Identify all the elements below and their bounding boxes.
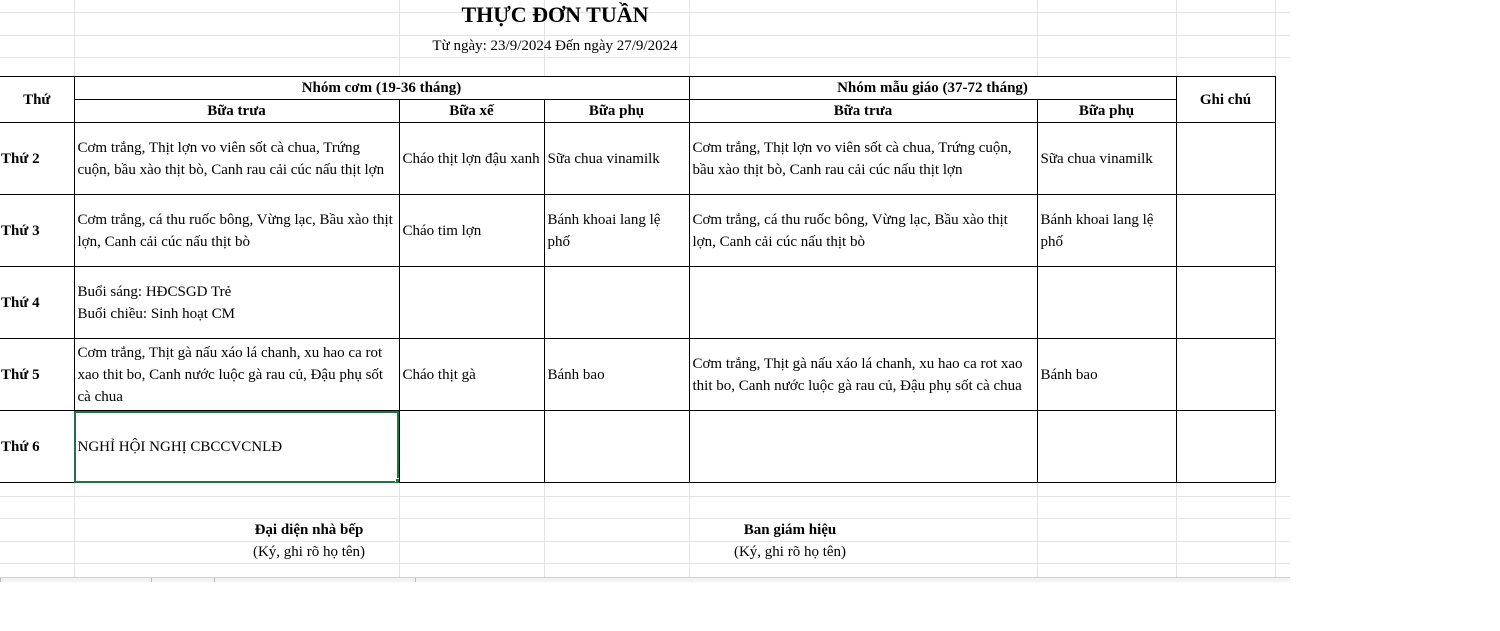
kitchen-role-label: Đại diện nhà bếp xyxy=(254,522,364,538)
young-lunch-cell[interactable]: Cơm trắng, cá thu ruốc bông, Vừng lạc, Bầu xào thịt lợn, Canh cải cúc nấu thịt bò xyxy=(74,195,399,267)
sub-header-young-snack[interactable]: Bữa phụ xyxy=(544,100,689,123)
weekly-menu-table xyxy=(0,76,1276,483)
day-cell[interactable]: Thứ 6 xyxy=(0,411,74,483)
notes-column-header[interactable]: Ghi chú xyxy=(1176,77,1275,123)
note-cell[interactable] xyxy=(1176,123,1275,195)
board-signature-block xyxy=(545,519,1035,563)
morning-activity-line: Buổi sáng: HĐCSGD Trẻ xyxy=(77,283,232,300)
young-lunch-cell[interactable] xyxy=(74,267,399,339)
kinder-snack-cell[interactable] xyxy=(1037,267,1176,339)
day-cell[interactable]: Thứ 5 xyxy=(0,339,74,411)
table-row-wednesday xyxy=(0,267,1275,339)
board-role-label: Ban giám hiệu xyxy=(743,522,837,538)
sub-header-young-lunch[interactable]: Bữa trưa xyxy=(74,100,399,123)
kitchen-sign-hint: (Ký, ghi rõ họ tên) xyxy=(252,544,366,560)
cell-text: NGHỈ HỘI NGHỊ CBCCVCNLĐ xyxy=(77,438,283,455)
young-afternoon-cell[interactable]: Cháo thịt lợn đậu xanh xyxy=(399,123,544,195)
table-row-thursday xyxy=(0,339,1275,411)
date-range: Từ ngày: 23/9/2024 Đến ngày 27/9/2024 xyxy=(432,38,678,54)
young-snack-cell[interactable]: Bánh bao xyxy=(544,339,689,411)
young-lunch-cell-selected[interactable] xyxy=(74,411,399,483)
kinder-lunch-cell[interactable] xyxy=(689,411,1037,483)
table-row-friday xyxy=(0,411,1275,483)
sub-header-kinder-lunch[interactable]: Bữa trưa xyxy=(689,100,1037,123)
young-afternoon-cell[interactable] xyxy=(399,411,544,483)
young-snack-cell[interactable]: Sữa chua vinamilk xyxy=(544,123,689,195)
day-cell[interactable]: Thứ 4 xyxy=(0,267,74,339)
sheet-tab[interactable] xyxy=(214,578,416,582)
group-header-kindergarten[interactable]: Nhóm mẫu giáo (37-72 tháng) xyxy=(689,77,1176,100)
note-cell[interactable] xyxy=(1176,267,1275,339)
kinder-lunch-cell[interactable]: Cơm trắng, cá thu ruốc bông, Vừng lạc, Bầu xào thịt lợn, Canh cải cúc nấu thịt bò xyxy=(689,195,1037,267)
note-cell[interactable] xyxy=(1176,411,1275,483)
young-snack-cell[interactable] xyxy=(544,267,689,339)
table-row-tuesday xyxy=(0,195,1275,267)
young-snack-cell[interactable] xyxy=(544,411,689,483)
kinder-snack-cell[interactable]: Bánh khoai lang lệ phố xyxy=(1037,195,1176,267)
sheet-tab[interactable] xyxy=(0,578,152,582)
young-afternoon-cell[interactable]: Cháo tim lợn xyxy=(399,195,544,267)
kinder-lunch-cell[interactable] xyxy=(689,267,1037,339)
note-cell[interactable] xyxy=(1176,195,1275,267)
young-lunch-cell[interactable]: Cơm trắng, Thịt lợn vo viên sốt cà chua, Trứng cuộn, bầu xào thịt bò, Canh rau cải cúc nấu thịt lợn xyxy=(74,123,399,195)
afternoon-activity-line: Buổi chiều: Sinh hoạt CM xyxy=(77,305,235,322)
kinder-snack-cell[interactable] xyxy=(1037,411,1176,483)
young-lunch-cell[interactable]: Cơm trắng, Thịt gà nấu xáo lá chanh, xu hao ca rot xao thit bo, Canh nước luộc gà rau củ, Đậu phụ sốt cà chua xyxy=(74,339,399,411)
day-column-header[interactable]: Thứ xyxy=(0,77,74,123)
young-snack-cell[interactable]: Bánh khoai lang lệ phố xyxy=(544,195,689,267)
kinder-lunch-cell[interactable]: Cơm trắng, Thịt lợn vo viên sốt cà chua, Trứng cuộn, bầu xào thịt bò, Canh rau cải cúc nấu thịt lợn xyxy=(689,123,1037,195)
sub-header-young-afternoon[interactable]: Bữa xế xyxy=(399,100,544,123)
kinder-lunch-cell[interactable]: Cơm trắng, Thịt gà nấu xáo lá chanh, xu hao ca rot xao thit bo, Canh nước luộc gà rau củ, Đậu phụ sốt cà chua xyxy=(689,339,1037,411)
board-sign-hint: (Ký, ghi rõ họ tên) xyxy=(733,544,847,560)
day-cell[interactable]: Thứ 2 xyxy=(0,123,74,195)
kitchen-signature-block xyxy=(74,519,544,563)
note-cell[interactable] xyxy=(1176,339,1275,411)
young-afternoon-cell[interactable] xyxy=(399,267,544,339)
fill-handle[interactable] xyxy=(395,478,400,483)
group-header-young[interactable]: Nhóm cơm (19-36 tháng) xyxy=(74,77,689,100)
table-row-monday xyxy=(0,123,1275,195)
day-cell[interactable]: Thứ 3 xyxy=(0,195,74,267)
kinder-snack-cell[interactable]: Sữa chua vinamilk xyxy=(1037,123,1176,195)
sub-header-kinder-snack[interactable]: Bữa phụ xyxy=(1037,100,1176,123)
young-afternoon-cell[interactable]: Cháo thịt gà xyxy=(399,339,544,411)
sheet-tab-bar[interactable] xyxy=(0,577,1290,582)
menu-title: THỰC ĐƠN TUẦN xyxy=(461,2,649,27)
kinder-snack-cell[interactable]: Bánh bao xyxy=(1037,339,1176,411)
